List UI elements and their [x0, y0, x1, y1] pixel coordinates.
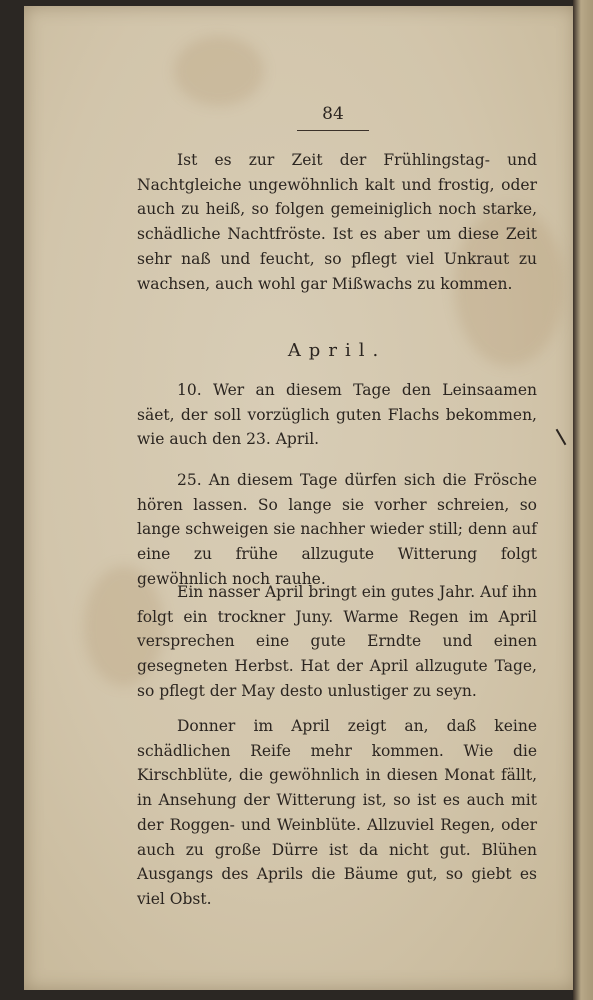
paragraph-day-25 — [137, 468, 537, 592]
page-number-rule — [297, 130, 369, 131]
paragraph-text: Ein nasser April bringt ein gutes Jahr. Auf ihn folgt ein trockner Juny. Warme Regen im April versprechen eine gute Erndte und einen gesegneten Herbst. Hat der April allzugute Tage, so pflegt der May desto unlustiger zu seyn. — [137, 583, 537, 700]
page-number: 84 — [322, 104, 344, 124]
paragraph-text: Donner im April zeigt an, daß keine schädlichen Reife mehr kommen. Wie die Kirschblüte, die gewöhnlich in diesen Monat fällt, in Ansehung der Witterung ist, so ist es auch mit der Roggen- und Weinblüte. Allzuviel Regen, oder auch zu große Dürre ist da nicht gut. Blühen Ausgangs des Aprils die Bäume gut, so giebt es viel Obst. — [137, 717, 537, 908]
adjacent-page-edge — [573, 0, 593, 1000]
paragraph-text: 25. An diesem Tage dürfen sich die Frösche hören lassen. So lange sie vorher schreien, so lange schweigen sie nachher wieder still; denn auf eine zu frühe allzugute Witterung folgt gewöhnlich noch rauhe. — [137, 471, 537, 588]
paragraph-thunder — [137, 714, 537, 912]
paragraph-text: Ist es zur Zeit der Frühlingstag- und Nachtgleiche ungewöhnlich kalt und frostig, oder auch zu heiß, so folgen gemeiniglich noch starke, schädliche Nachtfröste. Ist es aber um diese Zeit sehr naß und feucht, so pflegt viel Unkraut zu wachsen, auch wohl gar Mißwachs zu kommen. — [137, 151, 537, 293]
paper-stain — [174, 36, 264, 106]
paragraph-wet-april — [137, 580, 537, 704]
intro-paragraph — [137, 148, 537, 296]
section-heading-april: April. — [287, 340, 387, 361]
paragraph-day-10 — [137, 378, 537, 452]
paragraph-text: 10. Wer an diesem Tage den Leinsaamen säet, der soll vorzüglich guten Flachs bekommen, wie auch den 23. April. — [137, 381, 537, 449]
